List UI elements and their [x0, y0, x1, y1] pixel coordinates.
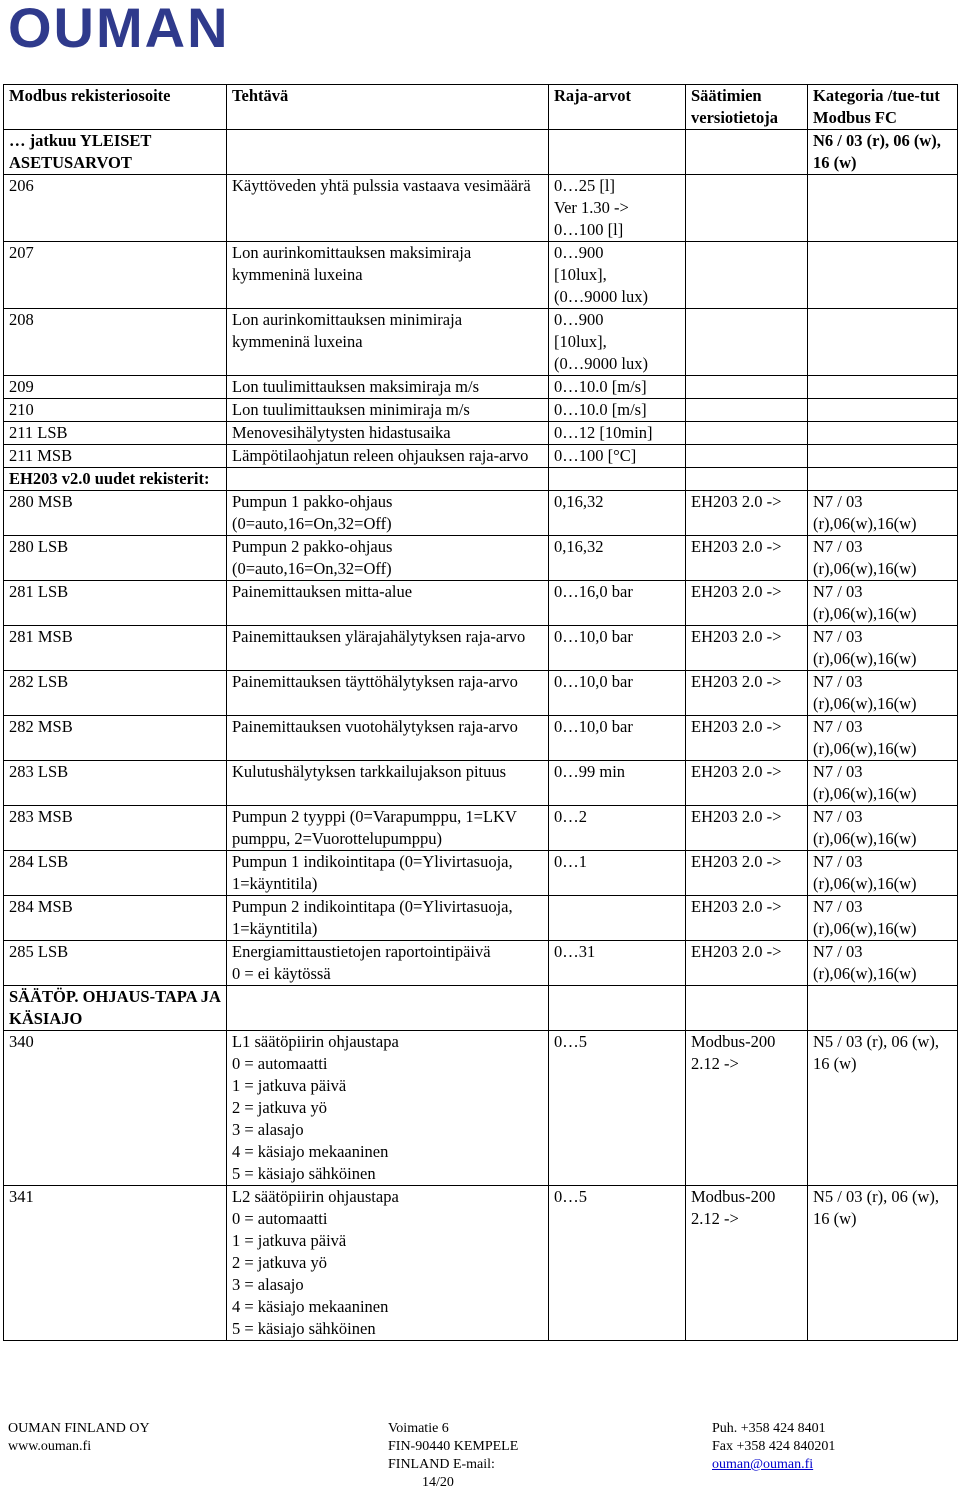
table-row [4, 309, 958, 376]
cell-category [808, 422, 958, 445]
footer-contact [712, 1402, 835, 1492]
cell-address: 281 MSB [4, 626, 227, 671]
table-row [4, 1186, 958, 1341]
cell-address: 285 LSB [4, 941, 227, 986]
cell-task [227, 468, 549, 491]
table-row [4, 716, 958, 761]
cell-category: N5 / 03 (r), 06 (w), 16 (w) [808, 1031, 958, 1186]
modbus-register-table [3, 84, 958, 1341]
cell-limits: 0…12 [10min] [549, 422, 686, 445]
cell-task: Painemittauksen vuotohälytyksen raja-arvo [227, 716, 549, 761]
cell-task: Lon aurinkomittauksen maksimiraja kymmeninä luxeina [227, 242, 549, 309]
table-row [4, 986, 958, 1031]
table-row [4, 536, 958, 581]
cell-category: N7 / 03 (r),06(w),16(w) [808, 941, 958, 986]
cell-limits: 0…1 [549, 851, 686, 896]
cell-address: 280 MSB [4, 491, 227, 536]
table-header-row [4, 85, 958, 130]
cell-address: 284 LSB [4, 851, 227, 896]
cell-task: Pumpun 2 tyyppi (0=Varapumppu, 1=LKV pumppu, 2=Vuorottelupumppu) [227, 806, 549, 851]
cell-category [808, 175, 958, 242]
cell-address: 283 LSB [4, 761, 227, 806]
table-row [4, 376, 958, 399]
ouman-logo: OUMAN [8, 0, 230, 59]
header-modbus-address: Modbus rekisteriosoite [4, 85, 227, 130]
table-row [4, 399, 958, 422]
cell-address: 206 [4, 175, 227, 242]
cell-category [808, 399, 958, 422]
header-category: Kategoria /tue-tut Modbus FC [808, 85, 958, 130]
table-row [4, 806, 958, 851]
cell-limits: 0…10.0 [m/s] [549, 376, 686, 399]
cell-version [686, 986, 808, 1031]
cell-category: N7 / 03 (r),06(w),16(w) [808, 851, 958, 896]
cell-version: EH203 2.0 -> [686, 716, 808, 761]
footer-phone: Puh. +358 424 8401 Fax +358 424 840201 [712, 1421, 836, 1454]
cell-limits: 0…10,0 bar [549, 716, 686, 761]
cell-limits: 0…5 [549, 1031, 686, 1186]
cell-version: EH203 2.0 -> [686, 761, 808, 806]
cell-version: EH203 2.0 -> [686, 896, 808, 941]
cell-category: N7 / 03 (r),06(w),16(w) [808, 806, 958, 851]
cell-task: Pumpun 1 pakko-ohjaus (0=auto,16=On,32=Off) [227, 491, 549, 536]
table-row [4, 175, 958, 242]
cell-task: L2 säätöpiirin ohjaustapa 0 = automaatti 1 = jatkuva päivä 2 = jatkuva yö 3 = alasajo 4 = käsiajo mekaaninen 5 = käsiajo sähköinen [227, 1186, 549, 1341]
cell-address: 282 MSB [4, 716, 227, 761]
footer-address [388, 1402, 518, 1510]
cell-address: 209 [4, 376, 227, 399]
cell-address: 211 LSB [4, 422, 227, 445]
cell-category: N7 / 03 (r),06(w),16(w) [808, 626, 958, 671]
header-version-info: Säätimien versiotietoja [686, 85, 808, 130]
table-row [4, 941, 958, 986]
cell-category [808, 376, 958, 399]
cell-category: N5 / 03 (r), 06 (w), 16 (w) [808, 1186, 958, 1341]
cell-version: EH203 2.0 -> [686, 851, 808, 896]
cell-version [686, 309, 808, 376]
cell-limits: 0…900 [10lux], (0…9000 lux) [549, 242, 686, 309]
table-row [4, 626, 958, 671]
cell-limits: 0…10,0 bar [549, 671, 686, 716]
cell-address: 207 [4, 242, 227, 309]
cell-task: Pumpun 2 pakko-ohjaus (0=auto,16=On,32=Off) [227, 536, 549, 581]
cell-version: EH203 2.0 -> [686, 536, 808, 581]
cell-category: N7 / 03 (r),06(w),16(w) [808, 581, 958, 626]
cell-address: EH203 v2.0 uudet rekisterit: [4, 468, 227, 491]
table-row [4, 761, 958, 806]
cell-address: 282 LSB [4, 671, 227, 716]
cell-version [686, 242, 808, 309]
table-row [4, 581, 958, 626]
cell-limits: 0…5 [549, 1186, 686, 1341]
cell-address: 280 LSB [4, 536, 227, 581]
cell-category [808, 445, 958, 468]
page-footer [0, 1402, 960, 1490]
cell-version [686, 399, 808, 422]
table-row [4, 468, 958, 491]
table-row [4, 851, 958, 896]
footer-page-number: 14/20 [422, 1475, 454, 1490]
cell-version [686, 445, 808, 468]
cell-limits: 0…2 [549, 806, 686, 851]
cell-version: EH203 2.0 -> [686, 941, 808, 986]
cell-category: N7 / 03 (r),06(w),16(w) [808, 671, 958, 716]
cell-version [686, 376, 808, 399]
cell-limits: 0…10,0 bar [549, 626, 686, 671]
cell-category: N7 / 03 (r),06(w),16(w) [808, 761, 958, 806]
cell-address: SÄÄTÖP. OHJAUS-TAPA JA KÄSIAJO [4, 986, 227, 1031]
table-row [4, 671, 958, 716]
cell-task [227, 986, 549, 1031]
cell-version: Modbus-200 2.12 -> [686, 1031, 808, 1186]
cell-limits: 0…25 [l] Ver 1.30 -> 0…100 [l] [549, 175, 686, 242]
footer-email-link[interactable]: ouman@ouman.fi [712, 1457, 814, 1472]
cell-category [808, 986, 958, 1031]
cell-limits [549, 130, 686, 175]
cell-version: EH203 2.0 -> [686, 806, 808, 851]
table-row [4, 491, 958, 536]
cell-task: Pumpun 1 indikointitapa (0=Ylivirtasuoja, 1=käyntitila) [227, 851, 549, 896]
cell-task: Painemittauksen mitta-alue [227, 581, 549, 626]
cell-version [686, 422, 808, 445]
cell-task: L1 säätöpiirin ohjaustapa 0 = automaatti 1 = jatkuva päivä 2 = jatkuva yö 3 = alasajo 4 = käsiajo mekaaninen 5 = käsiajo sähköinen [227, 1031, 549, 1186]
cell-task: Menovesihälytysten hidastusaika [227, 422, 549, 445]
table-row [4, 1031, 958, 1186]
cell-category [808, 309, 958, 376]
header-task: Tehtävä [227, 85, 549, 130]
cell-task: Kulutushälytyksen tarkkailujakson pituus [227, 761, 549, 806]
cell-limits: 0…31 [549, 941, 686, 986]
cell-task: Energiamittaustietojen raportointipäivä 0 = ei käytössä [227, 941, 549, 986]
header-limits: Raja-arvot [549, 85, 686, 130]
cell-address: 281 LSB [4, 581, 227, 626]
cell-task: Lämpötilaohjatun releen ohjauksen raja-arvo [227, 445, 549, 468]
cell-category: N7 / 03 (r),06(w),16(w) [808, 896, 958, 941]
table-row [4, 130, 958, 175]
table-row [4, 242, 958, 309]
cell-address: 340 [4, 1031, 227, 1186]
cell-task: Pumpun 2 indikointitapa (0=Ylivirtasuoja, 1=käyntitila) [227, 896, 549, 941]
cell-task: Lon tuulimittauksen maksimiraja m/s [227, 376, 549, 399]
cell-limits: 0…10.0 [m/s] [549, 399, 686, 422]
cell-version: EH203 2.0 -> [686, 581, 808, 626]
cell-limits [549, 986, 686, 1031]
cell-version [686, 468, 808, 491]
table-row [4, 896, 958, 941]
cell-limits: 0…900 [10lux], (0…9000 lux) [549, 309, 686, 376]
cell-task: Painemittauksen täyttöhälytyksen raja-arvo [227, 671, 549, 716]
cell-address: 341 [4, 1186, 227, 1341]
cell-task: Painemittauksen ylärajahälytyksen raja-arvo [227, 626, 549, 671]
cell-limits: 0,16,32 [549, 491, 686, 536]
cell-task: Lon aurinkomittauksen minimiraja kymmeninä luxeina [227, 309, 549, 376]
cell-limits [549, 896, 686, 941]
cell-task: Lon tuulimittauksen minimiraja m/s [227, 399, 549, 422]
cell-category: N6 / 03 (r), 06 (w), 16 (w) [808, 130, 958, 175]
cell-version: EH203 2.0 -> [686, 491, 808, 536]
cell-category [808, 242, 958, 309]
cell-address: 208 [4, 309, 227, 376]
footer-company: OUMAN FINLAND OY www.ouman.fi [8, 1421, 150, 1454]
cell-version [686, 175, 808, 242]
cell-task: Käyttöveden yhtä pulssia vastaava vesimäärä [227, 175, 549, 242]
cell-task [227, 130, 549, 175]
cell-category: N7 / 03 (r),06(w),16(w) [808, 716, 958, 761]
cell-limits: 0,16,32 [549, 536, 686, 581]
footer-address-text: Voimatie 6 FIN-90440 KEMPELE FINLAND E-mail: [388, 1421, 519, 1472]
cell-address: 283 MSB [4, 806, 227, 851]
cell-address: … jatkuu YLEISET ASETUSARVOT [4, 130, 227, 175]
cell-limits: 0…99 min [549, 761, 686, 806]
table-body [4, 130, 958, 1341]
cell-version: Modbus-200 2.12 -> [686, 1186, 808, 1341]
cell-limits [549, 468, 686, 491]
cell-limits: 0…16,0 bar [549, 581, 686, 626]
cell-version: EH203 2.0 -> [686, 671, 808, 716]
cell-version: EH203 2.0 -> [686, 626, 808, 671]
table-row [4, 422, 958, 445]
cell-address: 211 MSB [4, 445, 227, 468]
cell-limits: 0…100 [°C] [549, 445, 686, 468]
cell-address: 284 MSB [4, 896, 227, 941]
cell-category: N7 / 03 (r),06(w),16(w) [808, 536, 958, 581]
cell-category [808, 468, 958, 491]
table-row [4, 445, 958, 468]
cell-version [686, 130, 808, 175]
cell-address: 210 [4, 399, 227, 422]
cell-category: N7 / 03 (r),06(w),16(w) [808, 491, 958, 536]
